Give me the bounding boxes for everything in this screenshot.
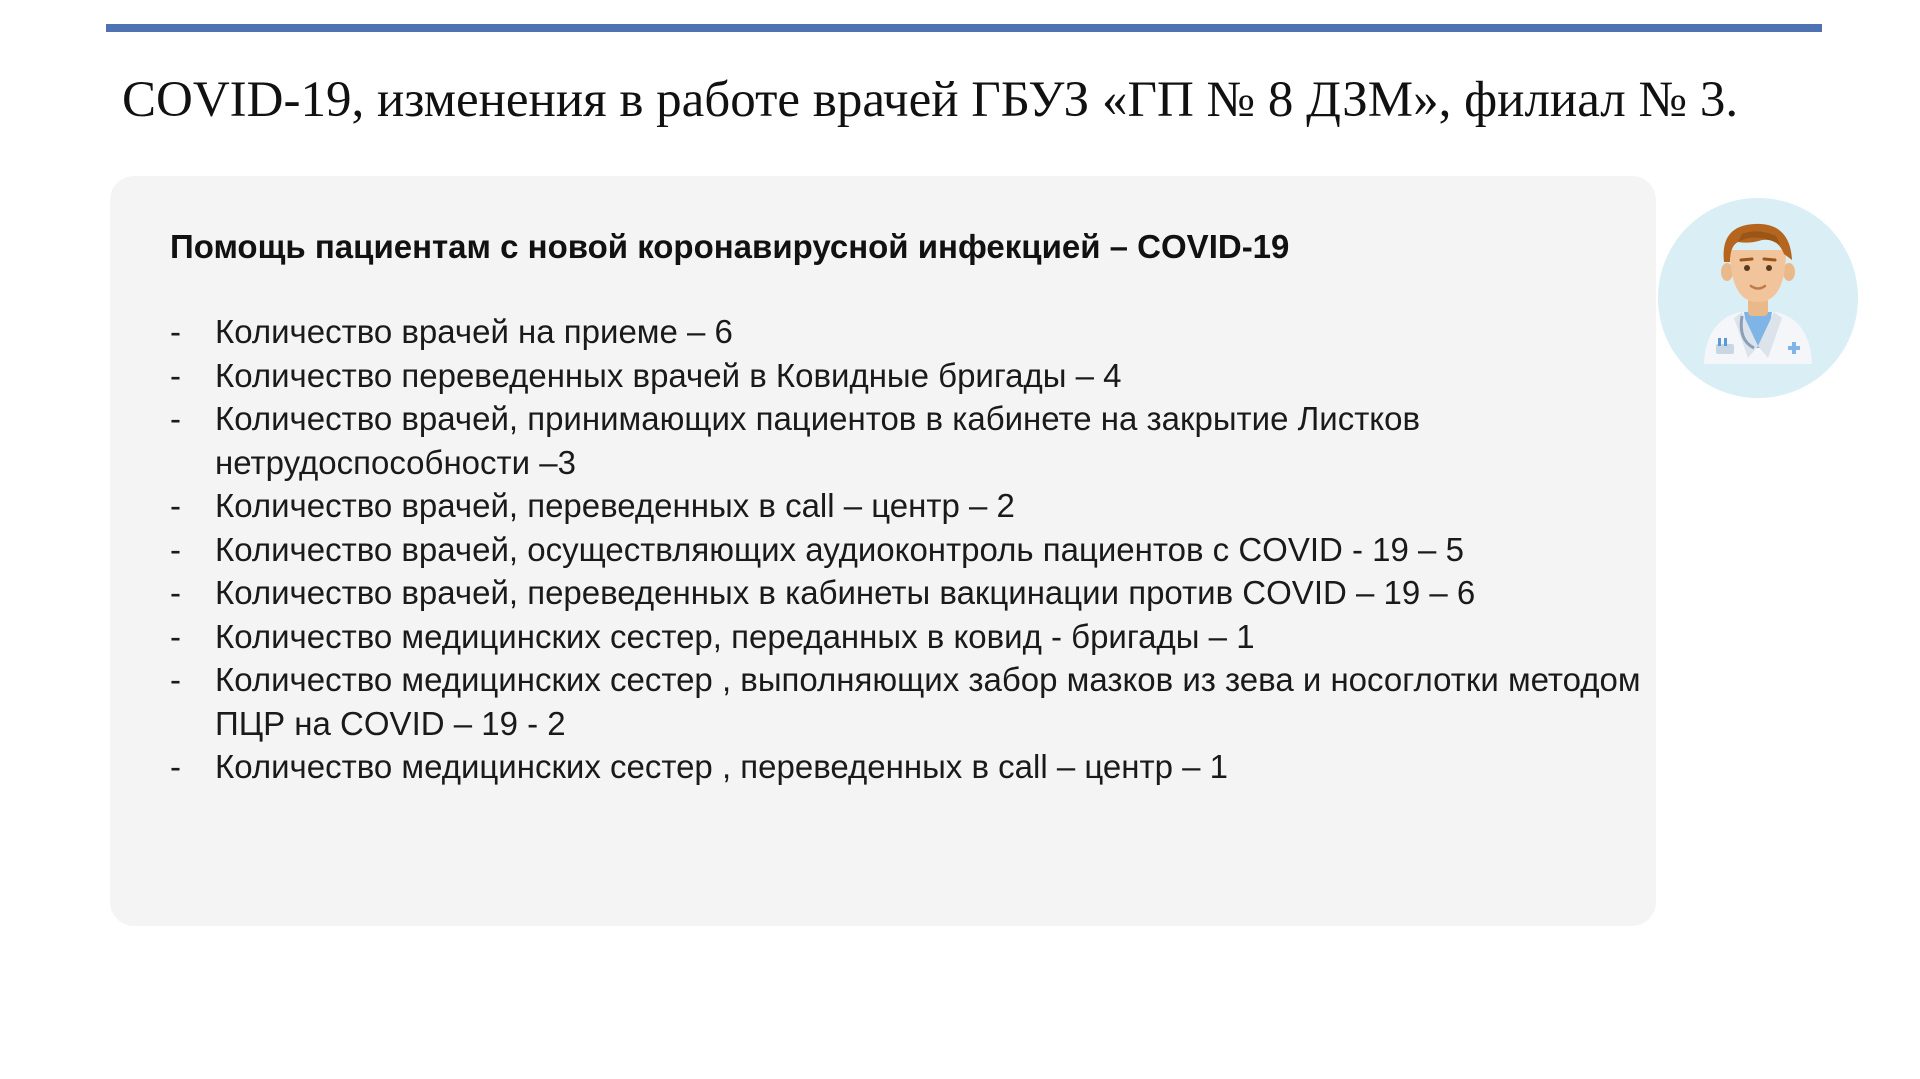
bullet-dash: - xyxy=(170,748,181,785)
list-item-text: Количество медицинских сестер , переведенных в call – центр – 1 xyxy=(215,748,1228,785)
bullet-dash: - xyxy=(170,487,181,524)
list-item-text: Количество переведенных врачей в Ковидные бригады – 4 xyxy=(215,356,1122,394)
list-item-text: Количество врачей, переведенных в call – центр – 2 xyxy=(215,487,1015,524)
list-item xyxy=(170,745,1650,789)
list-item xyxy=(170,615,1650,659)
list-item xyxy=(170,397,1650,484)
panel-heading: Помощь пациентам с новой коронавирусной инфекцией – COVID-19 xyxy=(170,228,1290,265)
list-item xyxy=(170,484,1650,528)
slide-title: COVID-19, изменения в работе врачей ГБУЗ «ГП № 8 ДЗМ», филиал № 3. xyxy=(122,72,1739,128)
list-item xyxy=(170,354,1650,398)
list-item-text: Количество врачей, переведенных в кабинеты вакцинации против COVID – 19 – 6 xyxy=(215,574,1476,611)
bullet-dash: - xyxy=(170,617,181,655)
list-item-text: Количество врачей на приеме – 6 xyxy=(215,313,733,350)
bullet-dash: - xyxy=(170,530,181,568)
bullet-dash: - xyxy=(170,574,181,611)
bullet-dash: - xyxy=(170,356,181,394)
content-panel xyxy=(110,176,1656,926)
list-item-text: Количество врачей, принимающих пациентов в кабинете на закрытие Листков нетрудоспособности –3 xyxy=(215,400,1420,481)
list-item-text: Количество медицинских сестер , выполняющих забор мазков из зева и носоглотки методом ПЦР на COVID – 19 - 2 xyxy=(215,661,1641,742)
list-item-text: Количество врачей, осуществляющих аудиоконтроль пациентов с COVID - 19 – 5 xyxy=(215,530,1464,568)
doctor-illustration xyxy=(1658,198,1858,398)
list-item xyxy=(170,310,1650,354)
list-item xyxy=(170,658,1650,745)
doctor-avatar-icon xyxy=(1658,198,1858,398)
list-item xyxy=(170,571,1650,615)
list-item xyxy=(170,528,1650,572)
list-item-text: Количество медицинских сестер, переданных в ковид - бригады – 1 xyxy=(215,617,1255,655)
bullet-dash: - xyxy=(170,313,181,350)
bullet-list xyxy=(170,310,1650,789)
bullet-dash: - xyxy=(170,661,181,698)
top-accent-rule xyxy=(106,24,1822,32)
bullet-dash: - xyxy=(170,400,181,437)
